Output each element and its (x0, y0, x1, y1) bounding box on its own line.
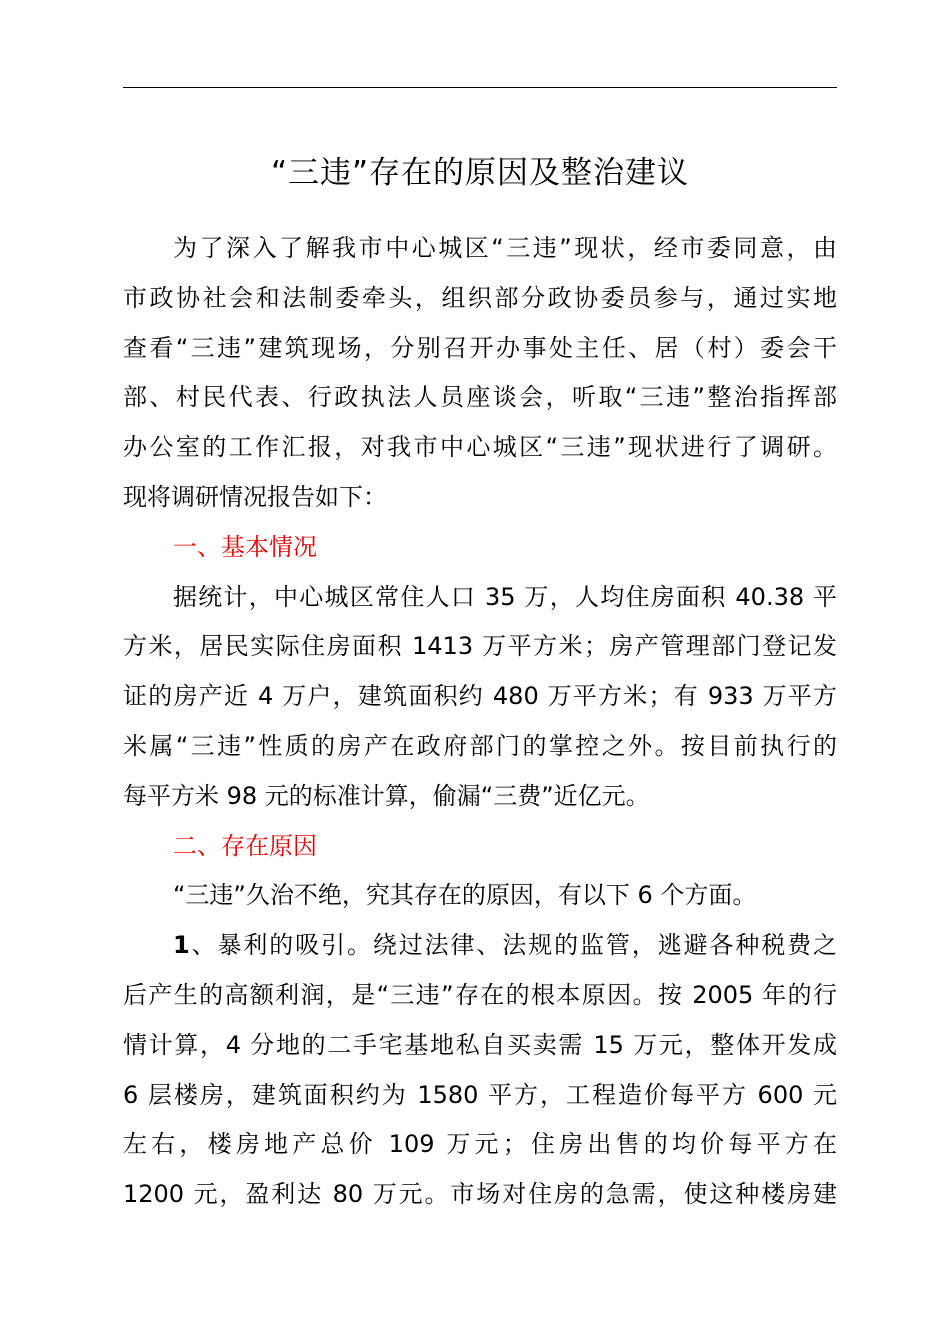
item1-number: 1 (173, 931, 190, 960)
header-rule (123, 87, 837, 88)
document-title: “三违”存在的原因及整治建议 (270, 155, 690, 191)
item1-line: 情计算，4 分地的二手宅基地私自买卖需 15 万元，整体开发成 (123, 1030, 837, 1059)
section1-line: 据统计，中心城区常住人口 35 万，人均住房面积 40.38 平 (173, 582, 837, 611)
intro-line: 部、村民代表、行政执法人员座谈会，听取“三违”整治指挥部 (123, 383, 837, 412)
item1-line: 后产生的高额利润，是“三违”存在的根本原因。按 2005 年的行 (123, 980, 837, 1009)
item1-line: 6 层楼房，建筑面积约为 1580 平方，工程造价每平方 600 元 (123, 1080, 837, 1109)
section1-line: 每平方米 98 元的标准计算，偷漏“三费”近亿元。 (123, 781, 650, 810)
intro-line: 查看“三违”建筑现场，分别召开办事处主任、居（村）委会干 (123, 333, 837, 362)
section1-line: 方米，居民实际住房面积 1413 万平方米；房产管理部门登记发 (123, 632, 837, 661)
item1-line: 1200 元，盈利达 80 万元。市场对住房的急需，使这种楼房建 (123, 1180, 837, 1209)
intro-line: 为了深入了解我市中心城区“三违”现状，经市委同意，由 (173, 234, 837, 262)
intro-line: 现将调研情况报告如下： (123, 482, 387, 511)
section2-heading: 二、存在原因 (173, 831, 317, 860)
item1-line: 左右，楼房地产总价 109 万元；住房出售的均价每平方在 (123, 1130, 837, 1159)
intro-line: 办公室的工作汇报，对我市中心城区“三违”现状进行了调研。 (123, 433, 837, 462)
section1-heading: 一、基本情况 (173, 532, 317, 561)
document-body (123, 224, 837, 1220)
section1-line: 米属“三违”性质的房产在政府部门的掌控之外。按目前执行的 (123, 731, 837, 760)
item1-first-line-text: 、暴利的吸引。绕过法律、法规的监管，逃避各种税费之 (189, 931, 837, 960)
section1-line: 证的房产近 4 万户，建筑面积约 480 万平方米；有 933 万平方 (123, 682, 837, 711)
item1-first-line (123, 921, 837, 971)
section2-summary: “三违”久治不绝，究其存在的原因，有以下 6 个方面。 (173, 881, 757, 910)
intro-line: 市政协社会和法制委牵头，组织部分政协委员参与，通过实地 (123, 283, 837, 312)
